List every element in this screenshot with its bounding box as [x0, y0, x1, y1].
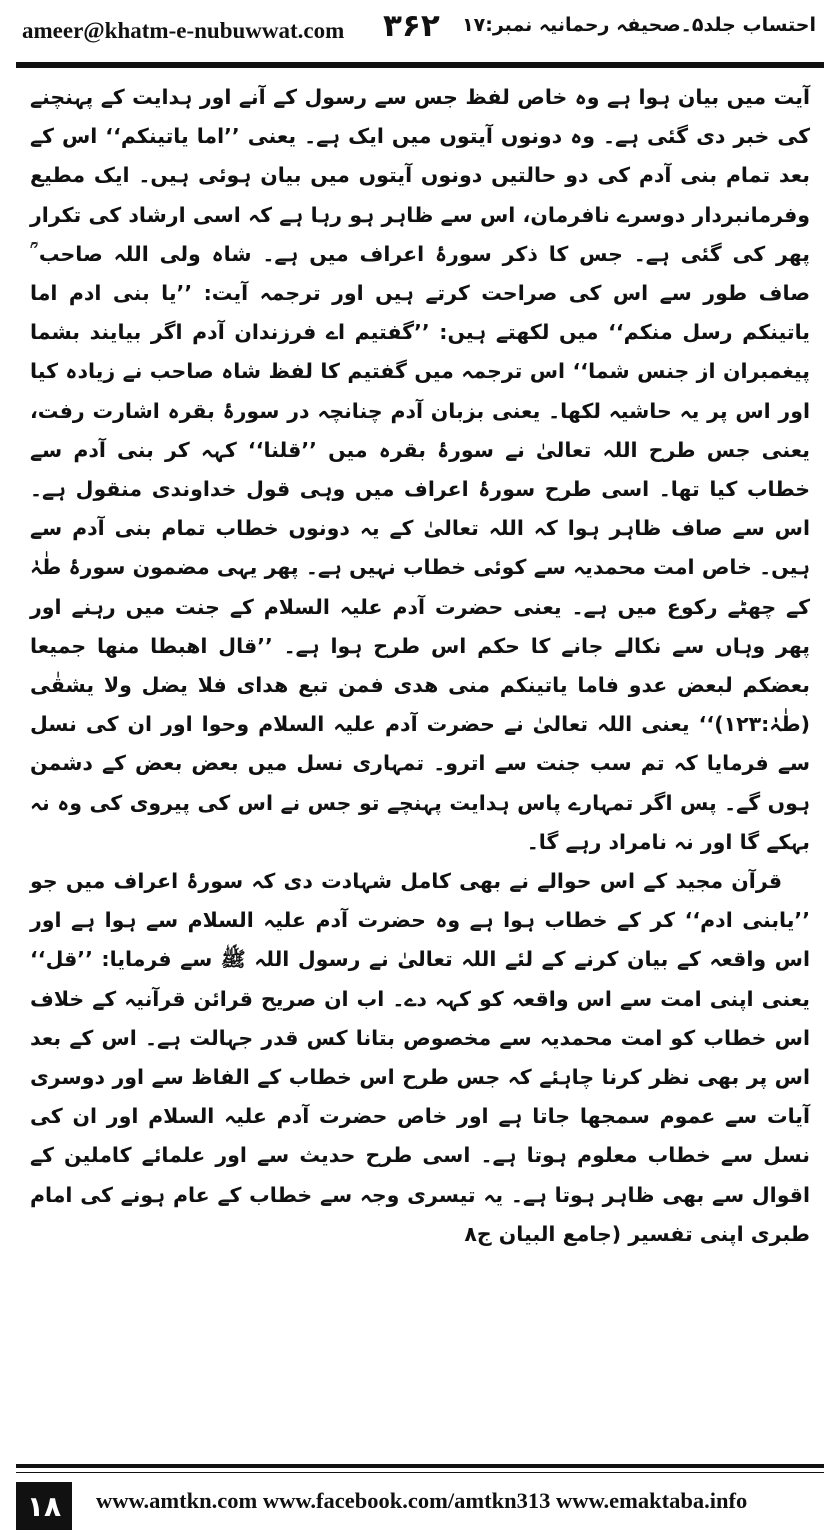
footer-rule-thin — [16, 1472, 824, 1473]
header-email: ameer@khatm-e-nubuwwat.com — [22, 18, 345, 43]
footer-page-number: ۱۸ — [16, 1482, 72, 1530]
page-footer — [0, 1460, 840, 1540]
paragraph-2: قرآن مجید کے اس حوالے نے بھی کامل شہادت دی کہ سورۂ اعراف میں جو ’’یابنی ادم‘‘ کر کے خطاب ہوا ہے وہ حضرت آدم علیہ السلام سے ہوا ہے اور اس واقعہ کے بیان کرنے کے لئے اللہ تعالیٰ نے رسول اللہ ﷺ سے فرمایا: ’’قل‘‘ یعنی اپنی امت سے اس واقعہ کو کہہ دے۔ اب ان صریح قرائن قرآنیہ کے خلاف اس خطاب کو امت محمدیہ سے مخصوص بتانا کس قدر جہالت ہے۔ اس کے بعد اس پر بھی نظر کرنا چاہئے کہ جس طرح اس خطاب کے الفاظ سے اور دوسری آیات سے عموم سمجھا جاتا ہے اور خاص حضرت آدم علیہ السلام اور ان کی نسل سے خطاب معلوم ہوتا ہے۔ اسی طرح حدیث سے اور علمائے کاملین کے اقوال سے بھی ظاہر ہوتا ہے۔ یہ تیسری وجہ سے خطاب کے عام ہونے کی امام طبری اپنی تفسیر (جامع البیان ج۸ — [30, 869, 810, 1246]
header-title: احتساب جلد۵۔صحیفہ رحمانیہ نمبر:۱۷ — [462, 14, 816, 36]
body-text — [30, 78, 810, 1430]
header-page-number: ۳۶۲ — [383, 8, 440, 44]
footer-urls: www.amtkn.com www.facebook.com/amtkn313 www.emaktaba.info — [96, 1488, 748, 1513]
paragraph-1: آیت میں بیان ہوا ہے وہ خاص لفظ جس سے رسول کے آنے اور ہدایت کے پہنچنے کی خبر دی گئی ہے۔ وہ دونوں آیتوں میں ایک ہے۔ یعنی ’’اما یاتینکم‘‘ اس کے بعد تمام بنی آدم کی دو حالتیں دونوں آیتوں میں بیان ہوئی ہیں۔ ایک مطیع وفرمانبردار دوسرے نافرمان، اس سے ظاہر ہو رہا ہے کہ اسی ارشاد کی تکرار پھر کی گئی ہے۔ جس کا ذکر سورۂ اعراف میں ہے۔ شاہ ولی اللہ صاحب ؒ صاف طور سے اس کی صراحت کرتے ہیں اور ترجمہ آیت: ’’یا بنی ادم اما یاتینکم رسل منکم‘‘ میں لکھتے ہیں: ’’گفتیم اے فرزندان آدم اگر بیایند بشما پیغمبران از جنس شما‘‘ اس ترجمہ میں گفتیم کا لفظ شاہ صاحب نے زیادہ کیا اور اس پر یہ حاشیہ لکھا۔ یعنی بزبان آدم چنانچہ در سورۂ بقرہ اشارت رفت، یعنی جس طرح اللہ تعالیٰ نے سورۂ بقرہ میں ’’قلنا‘‘ کہہ کر بنی آدم سے خطاب کیا تھا۔ اسی طرح سورۂ اعراف میں وہی قول خداوندی منقول ہے۔ اس سے صاف ظاہر ہوا کہ اللہ تعالیٰ کے یہ دونوں خطاب تمام بنی آدم سے ہیں۔ خاص امت محمدیہ سے کوئی خطاب نہیں ہے۔ پھر یہی مضمون سورۂ طٰہٰ کے چھٹے رکوع میں ہے۔ یعنی حضرت آدم علیہ السلام کے جنت میں رہنے اور پھر وہاں سے نکالے جانے کا حکم اس طرح ہوا ہے۔ ’’قال اھبطا منھا جمیعا بعضکم لبعض عدو فاما یاتینکم منی ھدی فمن تبع ھدای فلا یضل ولا یشقٰی (طٰہٰ:۱۲۳)‘‘ یعنی اللہ تعالیٰ نے حضرت آدم علیہ السلام وحوا اور ان کی نسل سے فرمایا کہ تم سب جنت سے اترو۔ تمہاری نسل میں بعض بعض کے دشمن ہوں گے۔ پس اگر تمہارے پاس ہدایت پہنچے تو جس نے اس کی پیروی کی وہ نہ بہکے گا اور نہ نامراد رہے گا۔ — [30, 85, 810, 854]
footer-rule — [16, 1464, 824, 1468]
header-rule — [16, 62, 824, 68]
page-header — [0, 0, 840, 70]
